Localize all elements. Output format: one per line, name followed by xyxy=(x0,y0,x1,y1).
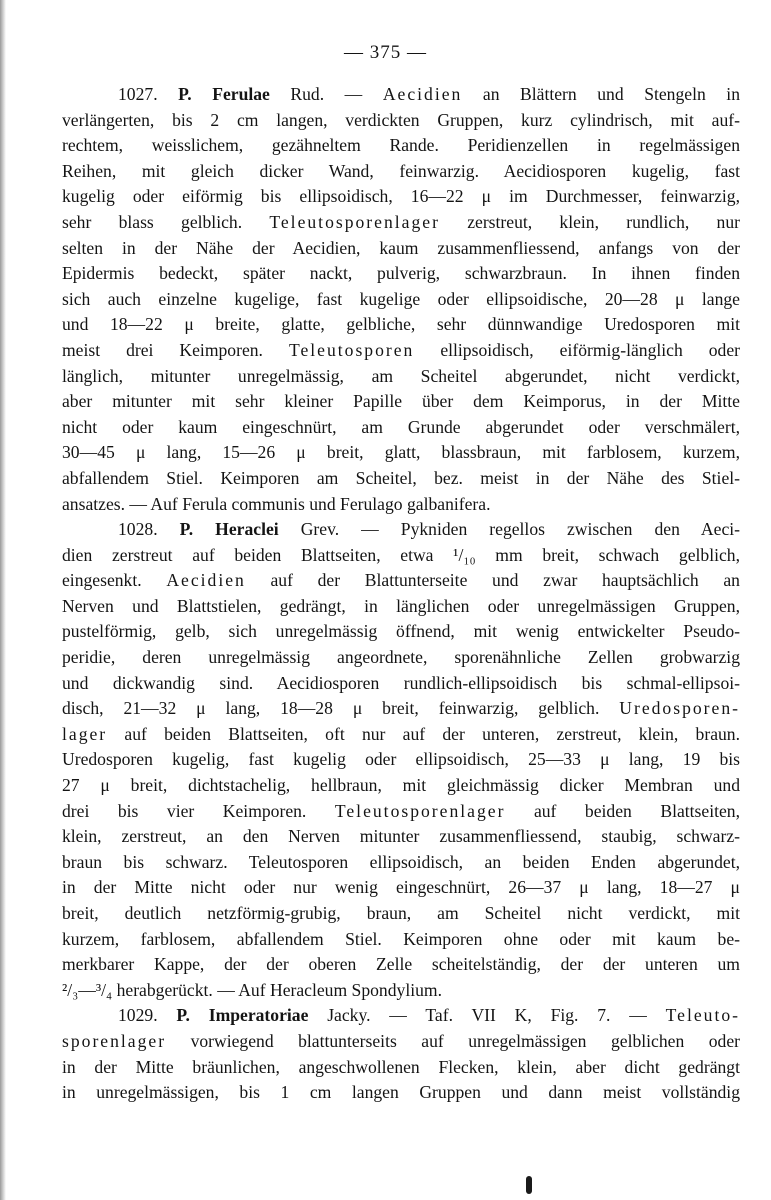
spaced-term: Aecidien xyxy=(382,84,463,104)
spaced-term: Teleutosporen xyxy=(288,339,415,360)
text-segment: selten in der Nähe der Aecidien, kaum zusammenfliessend, anfangs von der xyxy=(62,237,740,258)
text-segment: auf der Blattunterseite und zwar hauptsächlich an xyxy=(245,570,740,591)
text-segment: in der Mitte bräunlichen, angeschwollenen Flecken, klein, aber dicht gedrängt xyxy=(62,1056,740,1077)
text-segment: Nerven und Blattstielen, gedrängt, in länglichen oder unregelmässigen Gruppen, xyxy=(62,595,740,616)
text-line xyxy=(62,773,740,799)
text-line xyxy=(62,978,740,1004)
text-line xyxy=(62,799,740,825)
text-line xyxy=(62,338,740,364)
text-segment: sehr blass gelblich. xyxy=(62,211,270,232)
text-segment: disch, 21—32 μ lang, 18—28 μ breit, feinwarzig, gelblich. xyxy=(62,698,620,719)
text-line xyxy=(62,440,740,466)
text-segment: 27 μ breit, dichtstachelig, hellbraun, mit gleichmässig dicker Membran und xyxy=(62,775,740,796)
text-segment: Jacky. — Taf. VII K, Fig. 7. — xyxy=(308,1005,666,1026)
text-line xyxy=(62,696,740,722)
text-segment: auf beiden Blattseiten, oft nur auf der unteren, zerstreut, klein, braun. xyxy=(107,723,740,744)
text-segment: Grev. — Pykniden regellos zwischen den Aeci- xyxy=(278,519,740,540)
text-segment: Reihen, mit gleich dicker Wand, feinwarzig. Aecidiosporen kugelig, fast xyxy=(62,160,740,181)
text-segment: peridie, deren unregelmässig angeordnete, sporenähnliche Zellen grobwarzig xyxy=(62,647,740,668)
text-line xyxy=(62,824,740,850)
text-segment: ansatzes. — Auf Ferula communis und Ferulago galbanifera. xyxy=(62,493,491,514)
text-segment: meist drei Keimporen. xyxy=(62,339,289,360)
text-line xyxy=(62,722,740,748)
text-segment: abfallendem Stiel. Keimporen am Scheitel, bez. meist in der Nähe des Stiel- xyxy=(62,467,740,488)
text-segment: 1027. xyxy=(118,84,179,104)
text-segment: in der Mitte nicht oder nur wenig eingeschnürt, 26—37 μ lang, 18—27 μ xyxy=(62,877,740,898)
text-line xyxy=(62,82,740,108)
text-line xyxy=(62,1029,740,1055)
text-segment: aber mitunter mit sehr kleiner Papille über dem Keimporus, in der Mitte xyxy=(62,391,740,412)
text-line xyxy=(62,645,740,671)
text-segment: kurzem, farblosem, abfallendem Stiel. Keimporen ohne oder mit kaum be- xyxy=(62,928,740,949)
text-segment: Rud. — xyxy=(269,84,383,104)
text-segment: nicht oder kaum eingeschnürt, am Grunde abgerundet oder verschmälert, xyxy=(62,416,740,437)
spaced-term: Teleutosporenlager xyxy=(269,211,440,232)
text-segment: Uredosporen kugelig, fast kugelig oder ellipsoidisch, 25—33 μ lang, 19 bis xyxy=(62,749,740,770)
text-line xyxy=(62,1055,740,1081)
text-segment: länglich, mitunter unregelmässig, am Scheitel abgerundet, nicht verdickt, xyxy=(62,365,740,386)
text-line xyxy=(62,236,740,262)
text-segment: in unregelmässigen, bis 1 cm langen Gruppen und dann meist vollständig xyxy=(62,1082,740,1103)
species-name: P. Heraclei xyxy=(179,519,279,540)
text-segment: Epidermis bedeckt, später nackt, pulverig, schwarzbraun. In ihnen finden xyxy=(62,263,740,284)
text-segment: und dickwandig sind. Aecidiosporen rundlich-ellipsoidisch bis schmal-ellipsoi- xyxy=(62,672,740,693)
text-line xyxy=(62,492,740,518)
spaced-term: Uredosporen- xyxy=(619,698,740,719)
text-line xyxy=(62,261,740,287)
text-segment: 1029. xyxy=(118,1005,177,1026)
page-edge-shadow xyxy=(0,0,6,1200)
text-segment: auf beiden Blattseiten, xyxy=(505,800,740,821)
text-line xyxy=(62,1003,740,1029)
text-segment: merkbarer Kappe, der der oberen Zelle scheitelständig, der der unteren um xyxy=(62,954,740,975)
text-segment: klein, zerstreut, an den Nerven mitunter zusammenfliessend, staubig, schwarz- xyxy=(62,826,740,847)
text-line xyxy=(62,133,740,159)
text-line xyxy=(62,671,740,697)
text-line xyxy=(62,210,740,236)
body-text xyxy=(62,82,740,1106)
text-line xyxy=(62,287,740,313)
species-name: P. Ferulae xyxy=(178,84,270,104)
text-segment: und 18—22 μ breite, glatte, gelbliche, sehr dünnwandige Uredosporen mit xyxy=(62,314,740,335)
text-segment: vorwiegend blattunterseits auf unregelmässigen gelblichen oder xyxy=(166,1030,740,1051)
text-segment: dien zerstreut auf beiden Blattseiten, etwa ¹/₁₀ mm breit, schwach gelblich, xyxy=(62,544,740,565)
species-name: P. Imperatoriae xyxy=(176,1005,309,1026)
page-number: — 375 — xyxy=(344,42,427,63)
text-line xyxy=(62,108,740,134)
text-segment: ²/₃—³/₄ herabgerückt. — Auf Heracleum Spondylium. xyxy=(62,979,442,1000)
text-line xyxy=(62,364,740,390)
text-line xyxy=(62,568,740,594)
text-segment: sich auch einzelne kugelige, fast kugelige oder ellipsoidische, 20—28 μ lange xyxy=(62,288,740,309)
text-line xyxy=(62,466,740,492)
text-segment: an Blättern und Stengeln in xyxy=(462,84,740,104)
spaced-term: lager xyxy=(62,723,108,744)
text-line xyxy=(62,312,740,338)
text-line xyxy=(62,901,740,927)
text-segment: zerstreut, klein, rundlich, nur xyxy=(439,211,740,232)
text-line xyxy=(62,747,740,773)
text-line xyxy=(62,159,740,185)
text-segment: pustelförmig, gelb, sich unregelmässig öffnend, mit wenig entwickelter Pseudo- xyxy=(62,621,740,642)
text-line xyxy=(62,415,740,441)
text-line xyxy=(62,619,740,645)
text-segment: eingesenkt. xyxy=(62,570,167,591)
spaced-term: Teleutosporenlager xyxy=(334,800,506,821)
text-line xyxy=(62,543,740,569)
text-segment: rechtem, weisslichem, gezähneltem Rande. Peridienzellen in regelmässigen xyxy=(62,135,740,156)
spaced-term: Teleuto- xyxy=(665,1005,740,1026)
text-segment: drei bis vier Keimporen. xyxy=(62,800,335,821)
text-line xyxy=(62,952,740,978)
text-line xyxy=(62,184,740,210)
text-line xyxy=(62,850,740,876)
text-segment: breit, deutlich netzförmig-grubig, braun, am Scheitel nicht verdickt, mit xyxy=(62,903,740,923)
text-segment: 30—45 μ lang, 15—26 μ breit, glatt, blassbraun, mit farblosem, kurzem, xyxy=(62,442,740,463)
text-line xyxy=(62,875,740,901)
text-segment: 1028. xyxy=(118,519,180,540)
text-line xyxy=(62,594,740,620)
text-segment: ellipsoidisch, eiförmig-länglich oder xyxy=(414,339,740,360)
text-segment: verlängerten, bis 2 cm langen, verdickten Gruppen, kurz cylindrisch, mit auf- xyxy=(62,109,740,130)
spaced-term: Aecidien xyxy=(166,570,246,591)
text-line xyxy=(62,927,740,953)
text-line xyxy=(62,389,740,415)
text-line xyxy=(62,1080,740,1106)
text-segment: kugelig oder eiförmig bis ellipsoidisch, 16—22 μ im Durchmesser, feinwarzig, xyxy=(62,186,740,207)
ink-blot xyxy=(526,1176,532,1194)
text-line xyxy=(62,517,740,543)
text-segment: braun bis schwarz. Teleutosporen ellipsoidisch, an beiden Enden abgerundet, xyxy=(62,851,740,872)
spaced-term: sporenlager xyxy=(62,1030,167,1051)
